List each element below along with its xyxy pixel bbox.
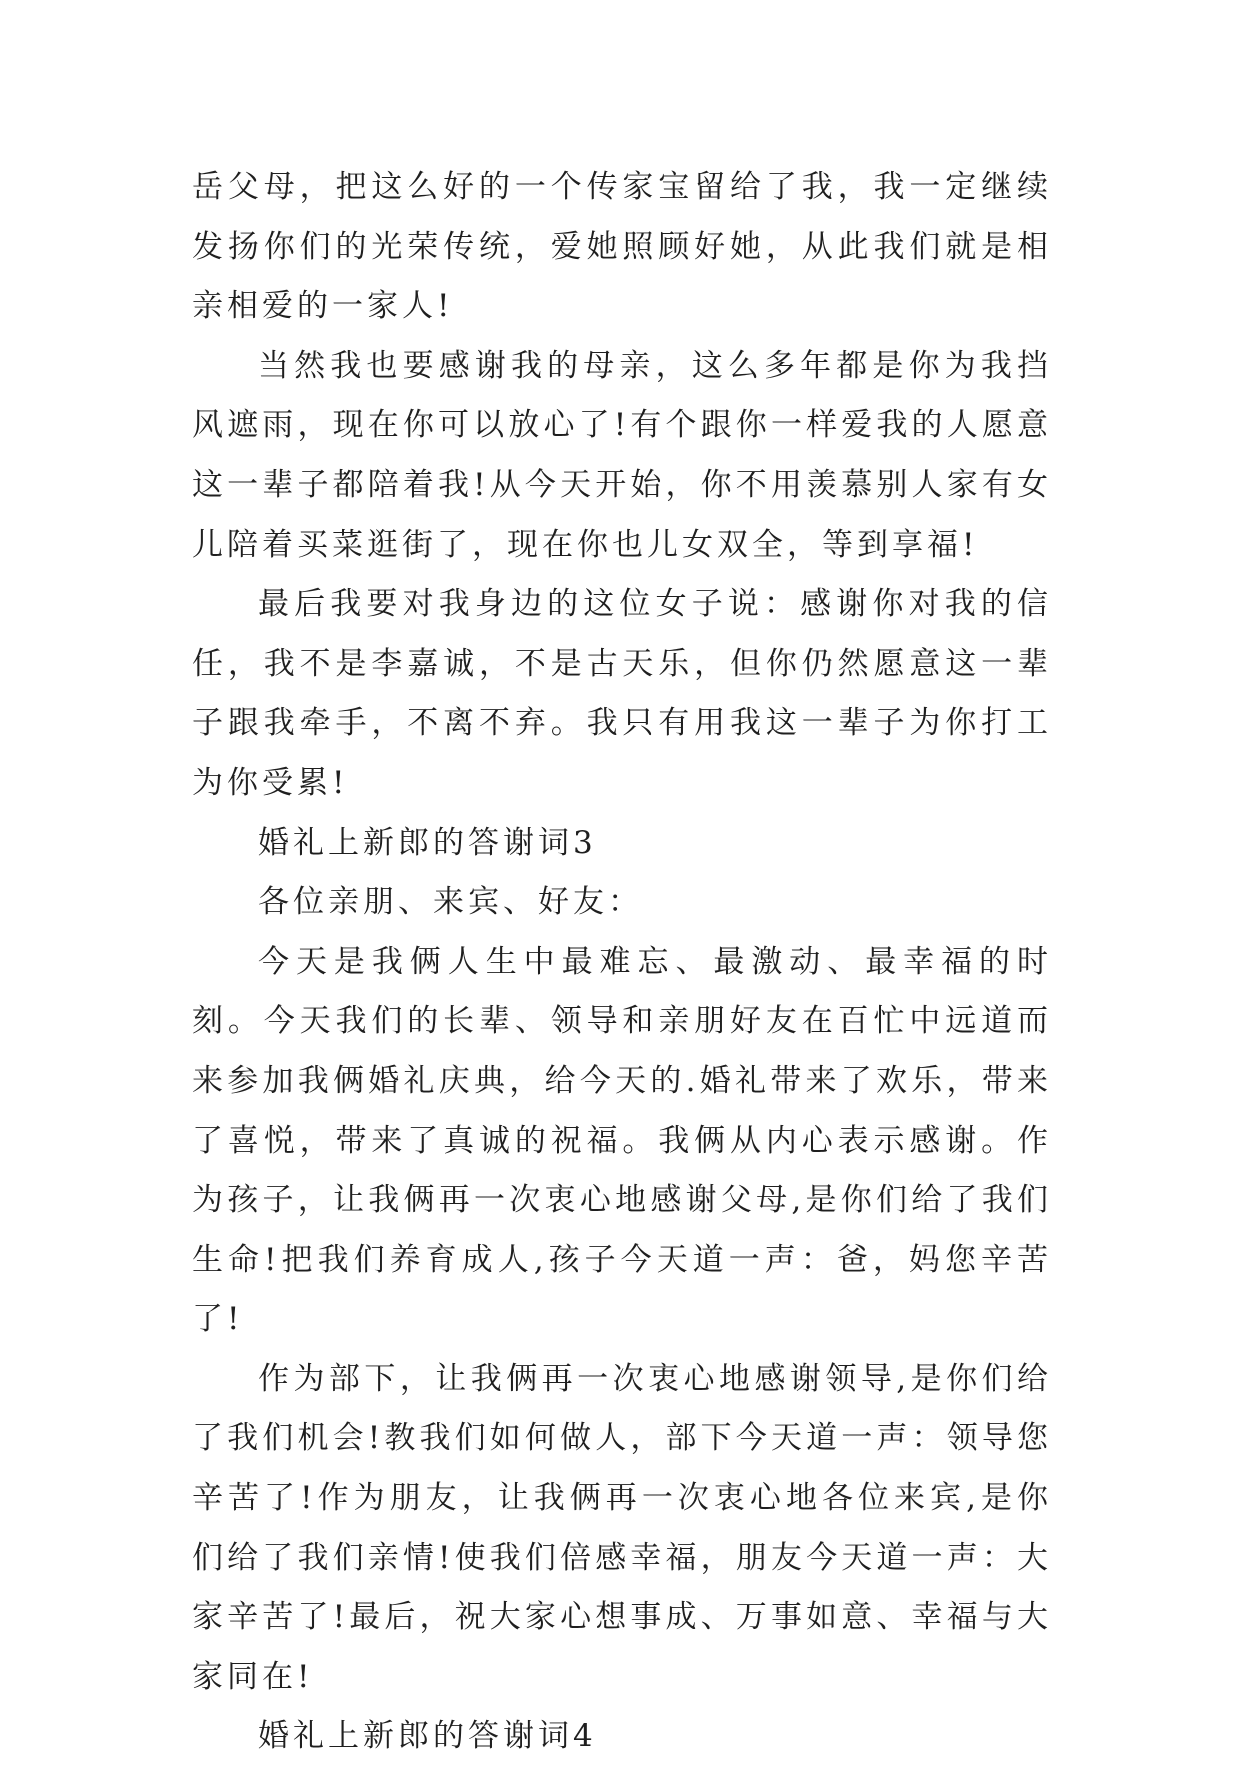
section-heading-3: 婚礼上新郎的答谢词3 [258, 824, 597, 861]
paragraph-thanks-bride: 最后我要对我身边的这位女子说：感谢你对我的信任，我不是李嘉诚，不是古天乐，但你仍然愿意这一辈子跟我牵手，不离不弃。我只有用我这一辈子为你打工为你受累! [192, 586, 1052, 801]
section-heading-4: 婚礼上新郎的答谢词4 [258, 1718, 597, 1755]
paragraph-thanks-leaders-friends: 作为部下，让我俩再一次衷心地感谢领导,是你们给了我们机会!教我们如何做人，部下今天道一声：领导您辛苦了!作为朋友，让我俩再一次衷心地各位来宾,是你们给了我们亲情!使我们倍感幸福，朋友今天道一声：大家辛苦了!最后，祝大家心想事成、万事如意、幸福与大家同在! [192, 1360, 1052, 1695]
paragraph-thanks-mother: 当然我也要感谢我的母亲，这么多年都是你为我挡风遮雨，现在你可以放心了!有个跟你一样爱我的人愿意这一辈子都陪着我!从今天开始，你不用羡慕别人家有女儿陪着买菜逛街了，现在你也儿女双全，等到享福! [192, 347, 1052, 563]
paragraph-closing-thanks-in-laws: 岳父母，把这么好的一个传家宝留给了我，我一定继续发扬你们的光荣传统，爱她照顾好她，从此我们就是相亲相爱的一家人! [192, 169, 1052, 325]
document-body [192, 158, 1052, 1767]
paragraph-greeting: 各位亲朋、来宾、好友： [258, 884, 643, 921]
paragraph-thanks-parents: 今天是我俩人生中最难忘、最激动、最幸福的时刻。今天我们的长辈、领导和亲朋好友在百忙中远道而来参加我俩婚礼庆典，给今天的.婚礼带来了欢乐，带来了喜悦，带来了真诚的祝福。我俩从内心表示感谢。作为孩子，让我俩再一次衷心地感谢父母,是你们给了我们生命!把我们养育成人,孩子今天道一声：爸，妈您辛苦了! [192, 943, 1052, 1338]
